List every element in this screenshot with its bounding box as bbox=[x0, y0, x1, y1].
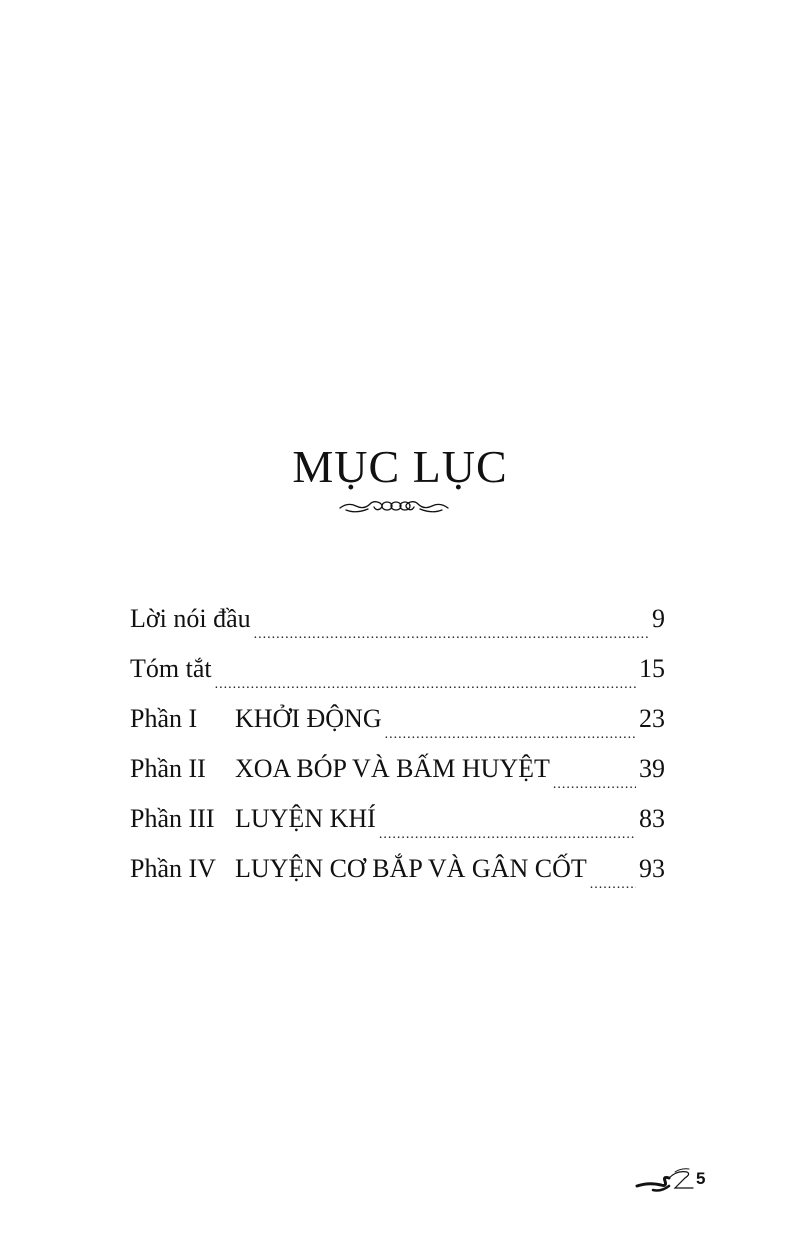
toc-page-number: 39 bbox=[639, 754, 665, 783]
toc-leader-dots bbox=[385, 728, 636, 754]
toc-leader-dots bbox=[553, 778, 636, 804]
toc-part-label: Phần IV bbox=[130, 854, 216, 883]
toc-entry-title: Lời nói đầu bbox=[130, 604, 251, 633]
toc-entry-title: KHỞI ĐỘNG bbox=[235, 704, 382, 733]
toc-row[interactable] bbox=[130, 704, 665, 754]
toc-page-number: 93 bbox=[639, 854, 665, 883]
toc-part-label: Phần I bbox=[130, 704, 198, 733]
toc-page-number: 9 bbox=[652, 604, 665, 633]
toc-page-number: 23 bbox=[639, 704, 665, 733]
toc-leader-dots bbox=[215, 678, 636, 704]
toc-leader-dots bbox=[254, 628, 649, 654]
toc-leader-dots bbox=[590, 878, 636, 904]
swirl-ornament-icon bbox=[635, 1166, 695, 1196]
page-title: MỤC LỤC bbox=[292, 441, 508, 492]
toc-entry-title: XOA BÓP VÀ BẤM HUYỆT bbox=[235, 754, 550, 783]
table-of-contents bbox=[130, 604, 665, 904]
toc-part-label: Phần III bbox=[130, 804, 215, 833]
toc-page-number: 15 bbox=[639, 654, 665, 683]
page-number: 5 bbox=[696, 1169, 706, 1188]
scroll-ornament-icon bbox=[338, 494, 450, 518]
toc-page-number: 83 bbox=[639, 804, 665, 833]
toc-row[interactable] bbox=[130, 804, 665, 854]
toc-part-label: Phần II bbox=[130, 754, 206, 783]
page-footer bbox=[635, 1166, 715, 1196]
toc-leader-dots bbox=[379, 828, 636, 854]
toc-row[interactable] bbox=[130, 604, 665, 654]
toc-row[interactable] bbox=[130, 854, 665, 904]
toc-entry-title: LUYỆN KHÍ bbox=[235, 804, 376, 833]
toc-entry-title: Tóm tắt bbox=[130, 654, 212, 683]
toc-row[interactable] bbox=[130, 754, 665, 804]
toc-entry-title: LUYỆN CƠ BẮP VÀ GÂN CỐT bbox=[235, 854, 587, 883]
toc-row[interactable] bbox=[130, 654, 665, 704]
